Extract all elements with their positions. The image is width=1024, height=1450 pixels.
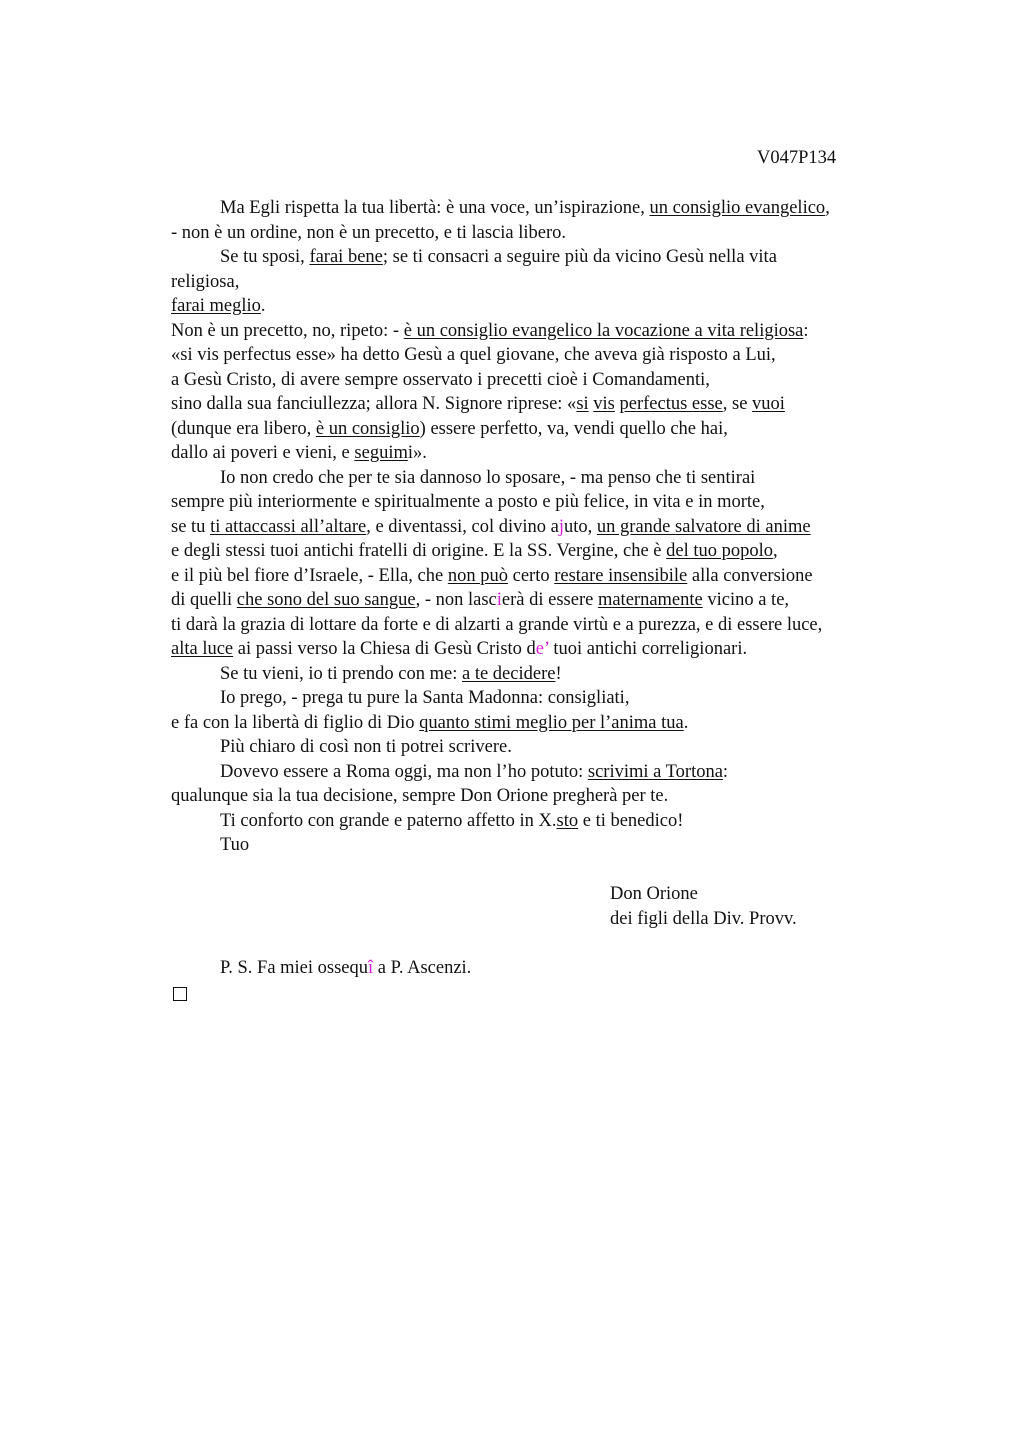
text-run: , — [773, 541, 778, 561]
text-run: sempre più interiormente e spiritualmente a posto e più felice, in vita e in morte, — [171, 492, 765, 512]
text-run: ti darà la grazia di lottare da forte e di alzarti a grande virtù e a purezza, e di essere luce, — [171, 614, 823, 635]
text-line — [171, 686, 911, 711]
text-run: sino dalla sua fanciullezza; allora N. Signore riprese: « — [171, 394, 577, 414]
text-run: ) essere perfetto, va, vendi quello che hai, — [419, 418, 728, 439]
text-line — [171, 343, 911, 368]
postscript — [171, 956, 911, 981]
text-line — [171, 245, 911, 270]
text-run: : — [722, 761, 729, 782]
text-run: ; se ti consacri a seguire più da vicino Gesù nella vita — [382, 247, 777, 267]
text-line — [171, 392, 911, 417]
underlined-text: un grande salvatore di anime — [596, 516, 811, 537]
text-run: dallo ai poveri e vieni, e — [171, 443, 355, 463]
text-run: , se — [722, 394, 753, 414]
underlined-text: scrivimi a Tortona — [587, 761, 723, 782]
text-line — [171, 613, 911, 638]
text-run: Io non credo che per te sia dannoso lo sposare, - ma penso che ti sentirai — [220, 467, 756, 488]
text-run: i». — [407, 443, 427, 463]
text-run: a Gesù Cristo, di avere sempre osservato i precetti cioè i Comandamenti, — [171, 369, 710, 390]
underlined-text: un consiglio evangelico — [649, 198, 826, 218]
text-line — [171, 270, 911, 295]
editorial-mark: j — [558, 516, 565, 537]
spacer — [171, 931, 911, 956]
text-line — [171, 196, 911, 221]
text-run: (dunque era libero, — [171, 418, 316, 439]
editorial-mark: e’ — [535, 639, 549, 659]
text-run: e il più bel fiore d’Israele, - Ella, che — [171, 565, 448, 586]
text-run: vicino a te, — [702, 590, 790, 610]
text-line — [171, 809, 911, 834]
signature-name: Don Orione — [610, 884, 698, 904]
text-run: Più chiaro di così non ti potrei scrivere. — [220, 737, 512, 757]
text-line — [171, 417, 911, 442]
signature-title: dei figli della Div. Provv. — [610, 908, 797, 929]
text-run: ai passi verso la Chiesa di Gesù Cristo d — [233, 639, 536, 659]
text-line — [171, 319, 911, 344]
text-line — [171, 588, 911, 613]
text-line — [171, 637, 911, 662]
text-run: ! — [555, 663, 562, 684]
text-line — [171, 221, 911, 246]
text-run: qualunque sia la tua decisione, sempre Don Orione pregherà per te. — [171, 786, 669, 806]
underlined-text: a te decidere — [462, 663, 556, 684]
underlined-text: quanto stimi meglio per l’anima tua — [419, 712, 684, 733]
text-run: . — [683, 712, 689, 733]
text-line — [171, 515, 911, 540]
text-line — [171, 539, 911, 564]
text-run: Tuo — [220, 835, 250, 855]
text-run: - non è un ordine, non è un precetto, e ti lascia libero. — [171, 222, 567, 243]
underlined-text: è un consiglio evangelico la vocazione a vita religiosa — [403, 320, 804, 341]
text-run: certo — [507, 565, 555, 586]
text-run: , e diventassi, col divino a — [366, 516, 559, 537]
text-run: Io prego, - prega tu pure la Santa Madonna: consigliati, — [220, 688, 630, 708]
text-run: di quelli — [171, 590, 237, 610]
underlined-text: alta luce — [171, 639, 234, 659]
underlined-text: farai bene — [309, 247, 383, 267]
text-run: . — [260, 296, 266, 316]
text-line — [171, 490, 911, 515]
text-run: tuoi antichi correligionari. — [548, 639, 748, 659]
text-line — [171, 760, 911, 785]
text-run: uto, — [564, 516, 597, 537]
end-marker — [171, 980, 911, 1005]
text-line — [171, 735, 911, 760]
text-run: erà di essere — [501, 590, 598, 610]
text-line — [171, 294, 911, 319]
text-run: : — [803, 320, 809, 341]
underlined-text: maternamente — [597, 590, 703, 610]
text-line — [171, 466, 911, 491]
underlined-text: non può — [447, 565, 508, 586]
underlined-text: si — [576, 394, 589, 414]
text-run: «si vis perfectus esse» ha detto Gesù a quel giovane, che aveva già risposto a Lui, — [171, 345, 776, 365]
underlined-text: vis — [593, 394, 615, 414]
editorial-mark: i — [496, 590, 502, 610]
text-run: Ti conforto con grande e paterno affetto in X. — [220, 810, 557, 831]
text-line — [171, 784, 911, 809]
text-run: a P. Ascenzi. — [373, 957, 472, 978]
text-run: alla conversione — [687, 565, 813, 586]
underlined-text: che sono del suo sangue — [236, 590, 416, 610]
underlined-text: farai meglio — [171, 296, 261, 316]
editorial-mark: î — [368, 957, 374, 978]
text-run: P. S. Fa miei ossequ — [220, 957, 369, 978]
letter-body — [171, 196, 911, 1005]
page-identifier: V047P134 — [757, 148, 837, 168]
square-icon — [173, 987, 187, 1001]
text-line — [171, 564, 911, 589]
underlined-text: perfectus esse — [619, 394, 723, 414]
text-run: se tu — [171, 516, 211, 537]
underlined-text: sto — [556, 810, 579, 831]
text-run: Se tu vieni, io ti prendo con me: — [220, 663, 462, 684]
underlined-text: è un consiglio — [315, 418, 420, 439]
underlined-text: ti attaccassi all’altare — [210, 516, 367, 537]
closing-salutation — [171, 833, 911, 858]
text-run: , - non lasc — [415, 590, 497, 610]
underlined-text: del tuo popolo — [666, 541, 774, 561]
text-line — [171, 662, 911, 687]
text-run: Non è un precetto, no, ripeto: - — [171, 320, 404, 341]
text-line — [171, 711, 911, 736]
text-run: Dovevo essere a Roma oggi, ma non l’ho potuto: — [220, 761, 588, 782]
text-run: religiosa, — [171, 271, 240, 292]
spacer — [171, 858, 911, 883]
underlined-text: restare insensibile — [554, 565, 688, 586]
text-line — [171, 441, 911, 466]
text-run: Se tu sposi, — [220, 247, 310, 267]
text-run: e ti benedico! — [578, 810, 684, 831]
text-line — [171, 368, 911, 393]
underlined-text: seguim — [354, 443, 408, 463]
text-run: e degli stessi tuoi antichi fratelli di origine. E la SS. Vergine, che è — [171, 541, 667, 561]
text-run: , — [825, 198, 830, 218]
underlined-text: vuoi — [752, 394, 785, 414]
text-run: e fa con la libertà di figlio di Dio — [171, 712, 420, 733]
text-run: Ma Egli rispetta la tua libertà: è una voce, un’ispirazione, — [220, 198, 650, 218]
